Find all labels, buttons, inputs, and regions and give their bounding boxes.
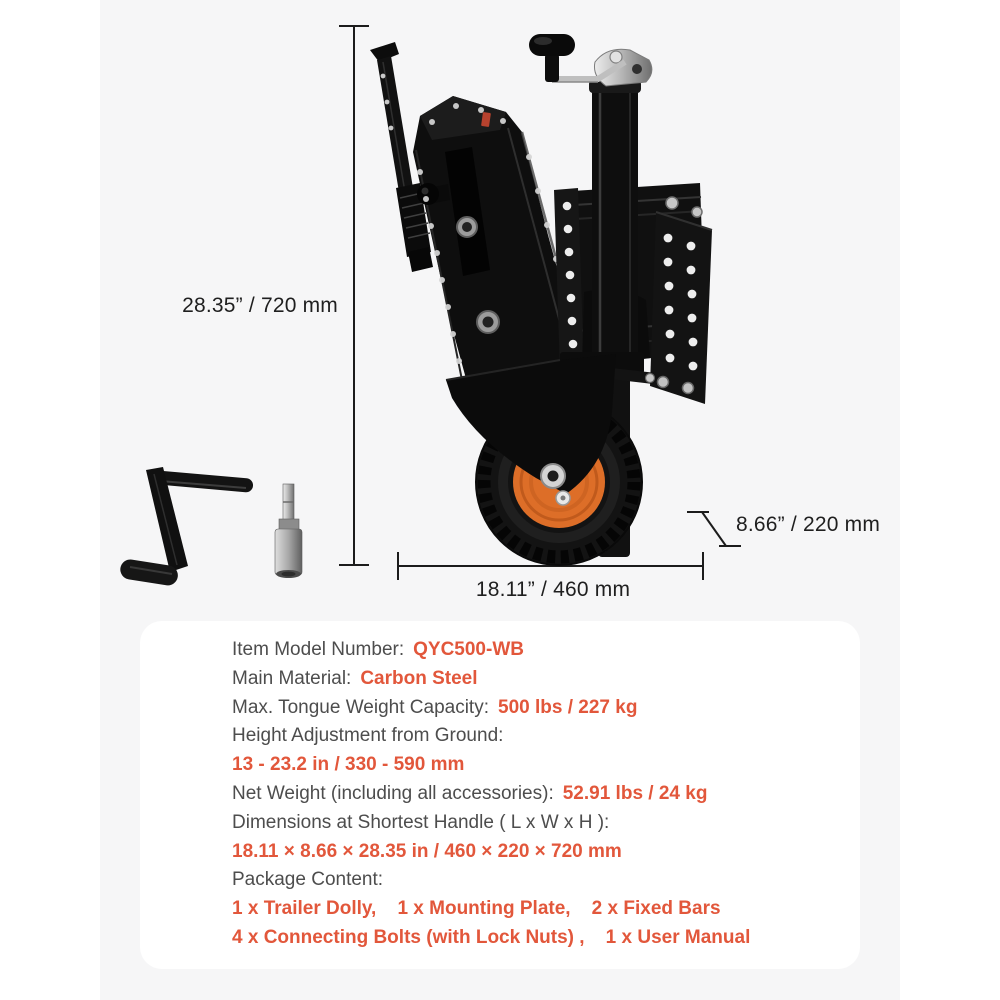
width-dimension-label: 8.66” / 220 mm — [736, 513, 881, 536]
crank-handle-accessory — [119, 467, 254, 587]
spec-label: Net Weight (including all accessories): — [232, 782, 554, 804]
height-dimension-label: 28.35” / 720 mm — [182, 294, 338, 317]
spec-row — [232, 924, 824, 953]
length-dimension-label: 18.11” / 460 mm — [475, 578, 631, 601]
spec-label: Max. Tongue Weight Capacity: — [232, 696, 489, 718]
spec-value: 18.11 × 8.66 × 28.35 in / 460 × 220 × 720 mm — [232, 840, 622, 862]
spec-value: Carbon Steel — [360, 667, 478, 689]
spec-value: 13 - 23.2 in / 330 - 590 mm — [232, 754, 465, 776]
spec-row — [232, 694, 824, 723]
spec-row — [232, 866, 824, 895]
spec-row — [232, 895, 824, 924]
spec-value: 52.91 lbs / 24 kg — [562, 782, 708, 804]
spec-label: Package Content: — [232, 869, 384, 891]
spec-value: 1 x Trailer Dolly, 1 x Mounting Plate, 2 x Fixed Bars — [232, 898, 721, 920]
spec-label: Item Model Number: — [232, 639, 405, 660]
spec-row — [232, 636, 824, 665]
spec-row — [232, 838, 824, 867]
spec-row — [232, 751, 824, 780]
spec-label: Height Adjustment from Ground: — [232, 725, 504, 747]
spec-label: Dimensions at Shortest Handle ( L x W x H ): — [232, 811, 610, 833]
spec-rows — [232, 636, 824, 953]
spec-card — [140, 621, 860, 969]
spec-value: 500 lbs / 227 kg — [498, 696, 638, 718]
spec-row — [232, 809, 824, 838]
spec-value: QYC500-WB — [413, 639, 524, 660]
spec-value: 4 x Connecting Bolts (with Lock Nuts) , 1 x User Manual — [232, 926, 751, 948]
socket-adapter-accessory — [275, 484, 302, 578]
spec-row — [232, 780, 824, 809]
spec-row — [232, 665, 824, 694]
spec-row — [232, 722, 824, 751]
jack-crank-knob — [529, 34, 575, 56]
spec-label: Main Material: — [232, 667, 352, 689]
